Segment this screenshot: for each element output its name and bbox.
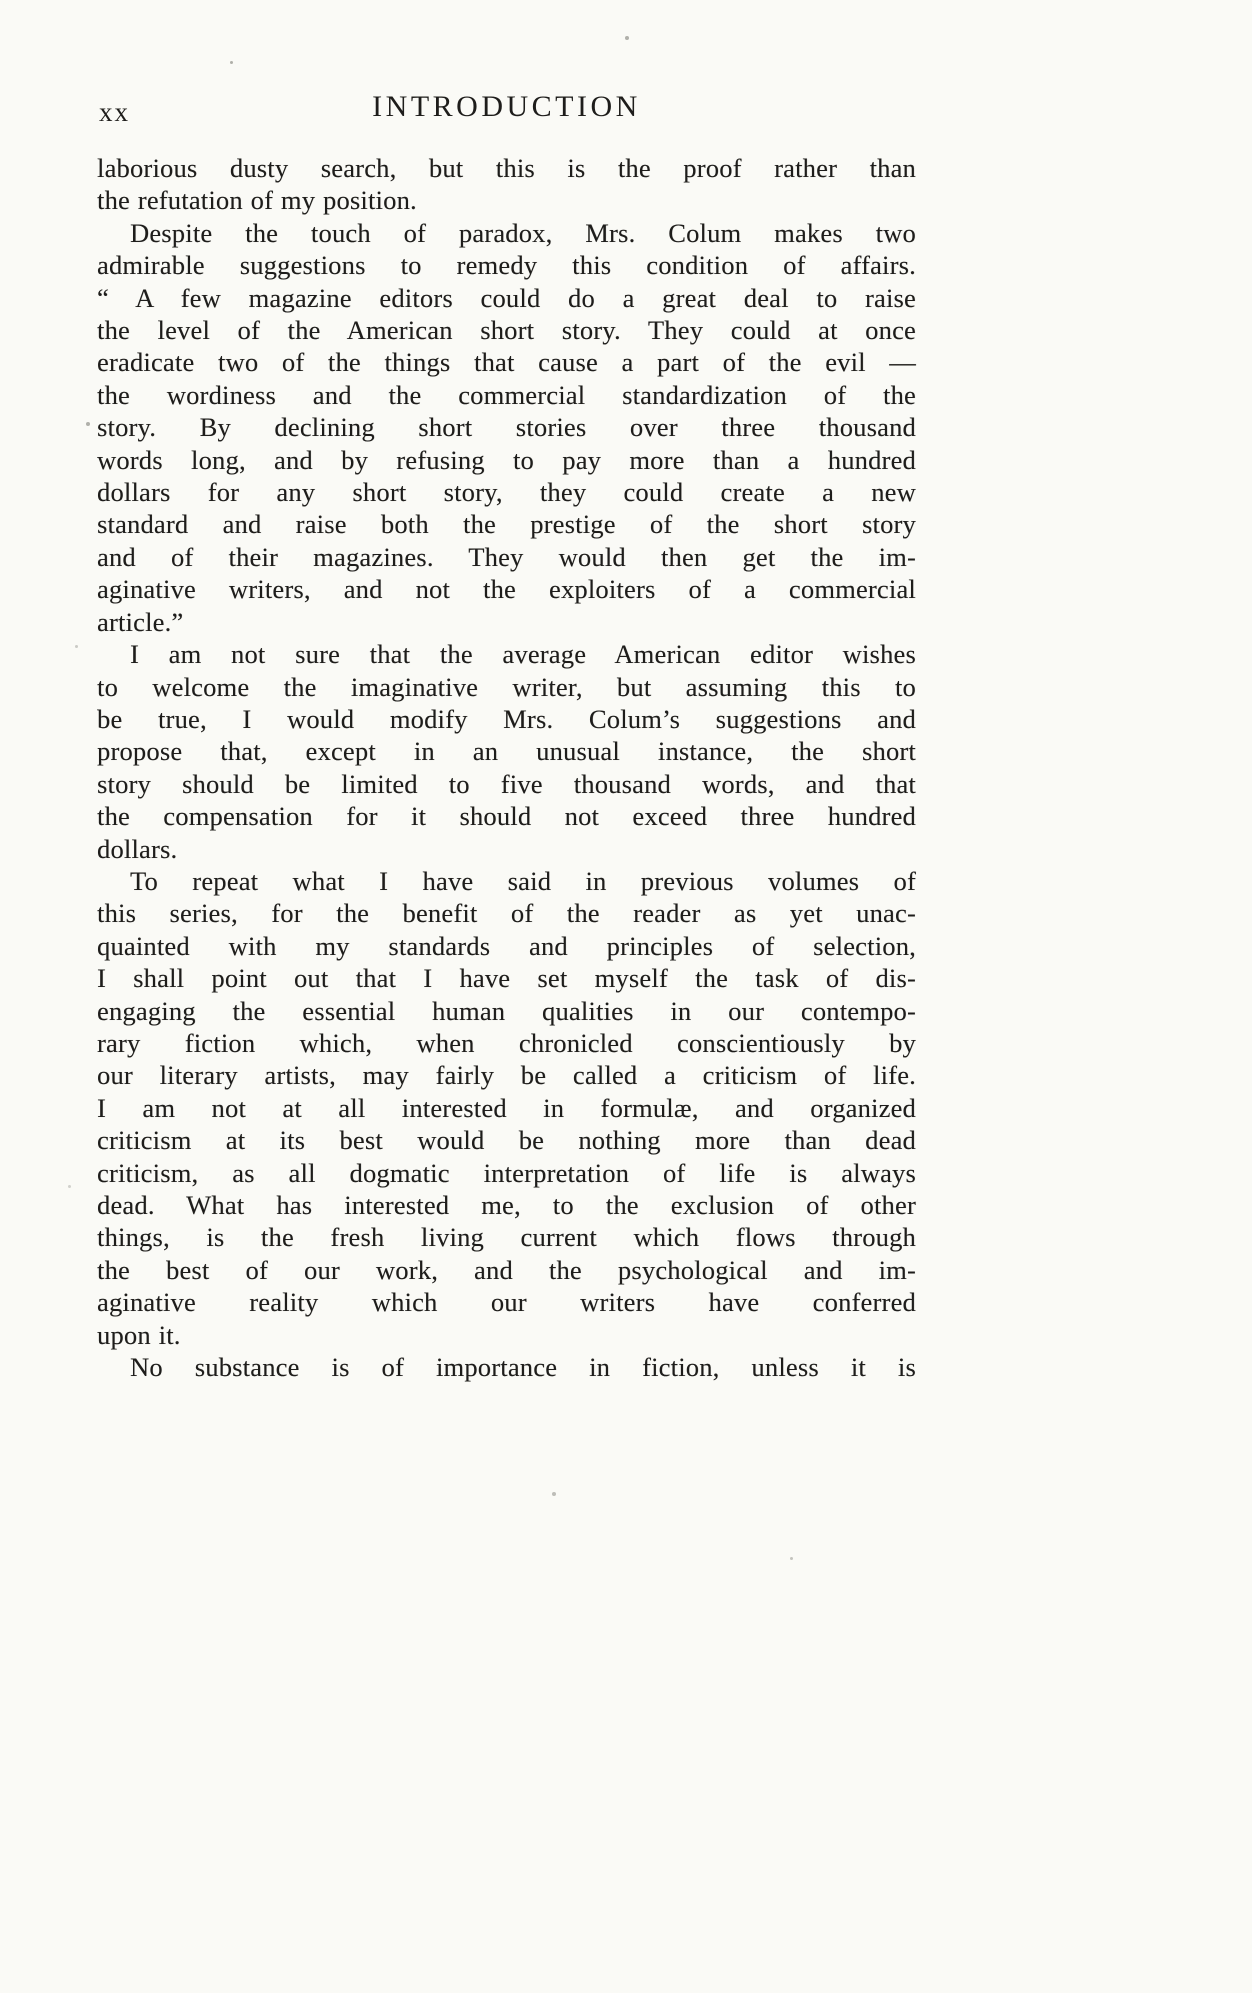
scan-speck bbox=[86, 422, 90, 426]
text-line: story. By declining short stories over three thousand bbox=[97, 412, 916, 443]
text-line: “ A few magazine editors could do a great deal to raise bbox=[97, 282, 916, 313]
text-line: criticism at its best would be nothing more than dead bbox=[97, 1125, 916, 1156]
text-line: laborious dusty search, but this is the proof rather than bbox=[97, 153, 916, 183]
paragraph bbox=[97, 638, 916, 865]
text-line: story should be limited to five thousand words, and that bbox=[97, 768, 916, 799]
text-line: things, is the fresh living current which flows through bbox=[97, 1222, 916, 1253]
paragraph bbox=[97, 1351, 916, 1383]
text-line: the best of our work, and the psychological and im- bbox=[97, 1254, 916, 1285]
text-line: Despite the touch of paradox, Mrs. Colum makes two bbox=[130, 217, 916, 248]
text-line: eradicate two of the things that cause a part of the evil — bbox=[97, 347, 916, 378]
text-line: engaging the essential human qualities in our contempo- bbox=[97, 995, 916, 1026]
running-head bbox=[97, 88, 916, 132]
text-line: aginative reality which our writers have conferred bbox=[97, 1287, 916, 1318]
text-line: be true, I would modify Mrs. Colum’s suggestions and bbox=[97, 703, 916, 734]
text-line: and of their magazines. They would then get the im- bbox=[97, 541, 916, 572]
text-line: I am not sure that the average American editor wishes bbox=[130, 639, 916, 670]
paragraph bbox=[97, 152, 916, 217]
text-line: quainted with my standards and principles of selection, bbox=[97, 930, 916, 961]
paragraph bbox=[97, 217, 916, 638]
scan-speck bbox=[68, 1185, 71, 1188]
text-line: words long, and by refusing to pay more than a hundred bbox=[97, 444, 916, 475]
page-number: xx bbox=[99, 97, 130, 127]
text-line: rary fiction which, when chronicled conscientiously by bbox=[97, 1027, 916, 1058]
text-line: dead. What has interested me, to the exclusion of other bbox=[97, 1190, 916, 1220]
text-line: propose that, except in an unusual instance, the short bbox=[97, 736, 916, 767]
scan-speck bbox=[625, 36, 629, 40]
scan-speck bbox=[230, 61, 233, 64]
text-line: dollars for any short story, they could create a new bbox=[97, 477, 916, 508]
text-line: the level of the American short story. They could at once bbox=[97, 315, 916, 346]
text-line: I shall point out that I have set myself the task of dis- bbox=[97, 963, 916, 994]
page-body bbox=[97, 152, 916, 1383]
text-line: I am not at all interested in formulæ, and organized bbox=[97, 1092, 916, 1123]
text-line: To repeat what I have said in previous volumes of bbox=[130, 865, 916, 896]
text-line: upon it. bbox=[97, 1319, 181, 1350]
text-line: our literary artists, may fairly be called a criticism of life. bbox=[97, 1060, 916, 1091]
text-line: the refutation of my position. bbox=[97, 185, 417, 216]
text-line: this series, for the benefit of the reader as yet unac- bbox=[97, 898, 916, 929]
text-line: article.” bbox=[97, 606, 184, 637]
paragraph bbox=[97, 865, 916, 1351]
scan-speck bbox=[75, 645, 78, 648]
text-line: the wordiness and the commercial standardization of the bbox=[97, 379, 916, 410]
text-line: dollars. bbox=[97, 833, 178, 864]
chapter-title: INTRODUCTION bbox=[372, 90, 641, 123]
text-line: No substance is of importance in fiction, unless it is bbox=[130, 1352, 916, 1383]
text-line: the compensation for it should not exceed three hundred bbox=[97, 801, 916, 832]
text-line: standard and raise both the prestige of the short story bbox=[97, 509, 916, 540]
scan-speck bbox=[790, 1557, 793, 1560]
scan-speck bbox=[552, 1492, 556, 1496]
text-line: aginative writers, and not the exploiters of a commercial bbox=[97, 574, 916, 605]
text-block bbox=[97, 88, 916, 1383]
text-line: criticism, as all dogmatic interpretation of life is always bbox=[97, 1157, 916, 1188]
text-line: admirable suggestions to remedy this condition of affairs. bbox=[97, 250, 916, 281]
text-line: to welcome the imaginative writer, but assuming this to bbox=[97, 671, 916, 702]
